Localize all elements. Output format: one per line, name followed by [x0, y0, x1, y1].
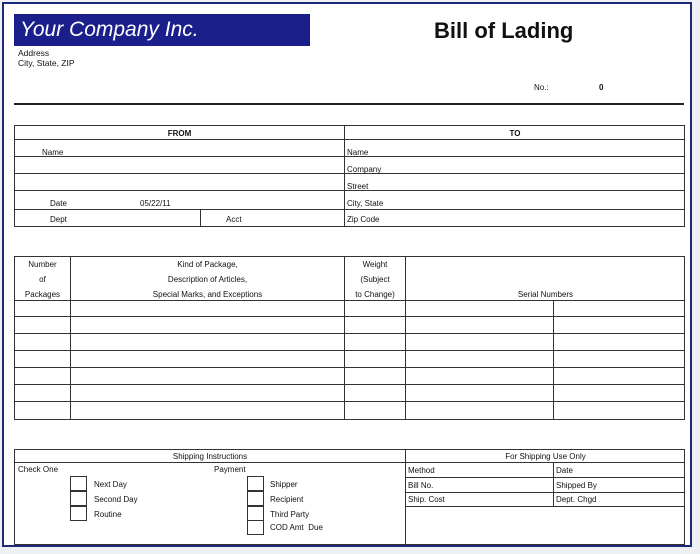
check-one-label: Check One — [18, 465, 59, 474]
third-party-label: Third Party — [270, 510, 310, 519]
method-label: Method — [408, 466, 435, 475]
header-divider — [14, 103, 684, 105]
col-number-line1: Number — [28, 260, 57, 269]
date-label: Date — [556, 466, 573, 475]
next-day-checkbox[interactable] — [70, 476, 87, 491]
col-kind-line3: Special Marks, and Exceptions — [152, 290, 263, 299]
recipient-checkbox[interactable] — [247, 491, 264, 506]
col-weight-line3: to Change) — [355, 290, 395, 299]
next-day-label: Next Day — [94, 480, 127, 489]
shipping-instructions-header: Shipping Instructions — [172, 452, 248, 461]
routine-label: Routine — [94, 510, 122, 519]
to-city-label: City, State — [347, 199, 384, 208]
from-name-label: Name — [42, 148, 64, 157]
col-kind-line2: Description of Articles, — [167, 275, 248, 284]
col-number-line3: Packages — [24, 290, 61, 299]
shipper-checkbox[interactable] — [247, 476, 264, 491]
document-title: Bill of Lading — [434, 18, 574, 43]
col-serial-numbers: Serial Numbers — [517, 290, 574, 299]
bill-of-lading-form — [2, 2, 692, 547]
payment-label: Payment — [214, 465, 246, 474]
from-header: FROM — [167, 129, 192, 138]
routine-checkbox[interactable] — [70, 506, 87, 521]
shipper-label: Shipper — [270, 480, 298, 489]
shipping-use-header: For Shipping Use Only — [505, 452, 586, 461]
col-number-line2: of — [39, 275, 46, 284]
company-address: Address — [18, 48, 50, 58]
company-name-banner — [14, 14, 310, 46]
ship-cost-label: Ship. Cost — [408, 495, 445, 504]
company-name: Your Company Inc. — [20, 18, 199, 41]
to-header: TO — [509, 129, 521, 138]
cod-label: COD Amt Due — [270, 523, 323, 532]
cod-checkbox[interactable] — [247, 520, 264, 535]
recipient-label: Recipient — [270, 495, 304, 504]
company-city-state-zip: City, State, ZIP — [18, 58, 75, 68]
shipped-by-label: Shipped By — [556, 481, 597, 490]
from-date-value: 05/22/11 — [140, 199, 171, 208]
from-date-label: Date — [50, 199, 67, 208]
number-value: 0 — [599, 83, 604, 92]
from-acct-label: Acct — [226, 215, 242, 224]
bill-no-label: Bill No. — [408, 481, 434, 490]
third-party-checkbox[interactable] — [247, 506, 264, 521]
to-name-label: Name — [347, 148, 369, 157]
number-label: No.: — [534, 83, 549, 92]
from-dept-label: Dept — [50, 215, 67, 224]
to-street-label: Street — [347, 182, 369, 191]
col-kind-line1: Kind of Package, — [177, 260, 238, 269]
col-weight-line2: (Subject — [360, 275, 390, 284]
from-to-box — [14, 125, 685, 227]
col-weight-line1: Weight — [362, 260, 388, 269]
to-zip-label: Zip Code — [347, 215, 380, 224]
to-company-label: Company — [347, 165, 382, 174]
second-day-checkbox[interactable] — [70, 491, 87, 506]
dept-chgd-label: Dept. Chgd — [556, 495, 597, 504]
second-day-label: Second Day — [94, 495, 138, 504]
